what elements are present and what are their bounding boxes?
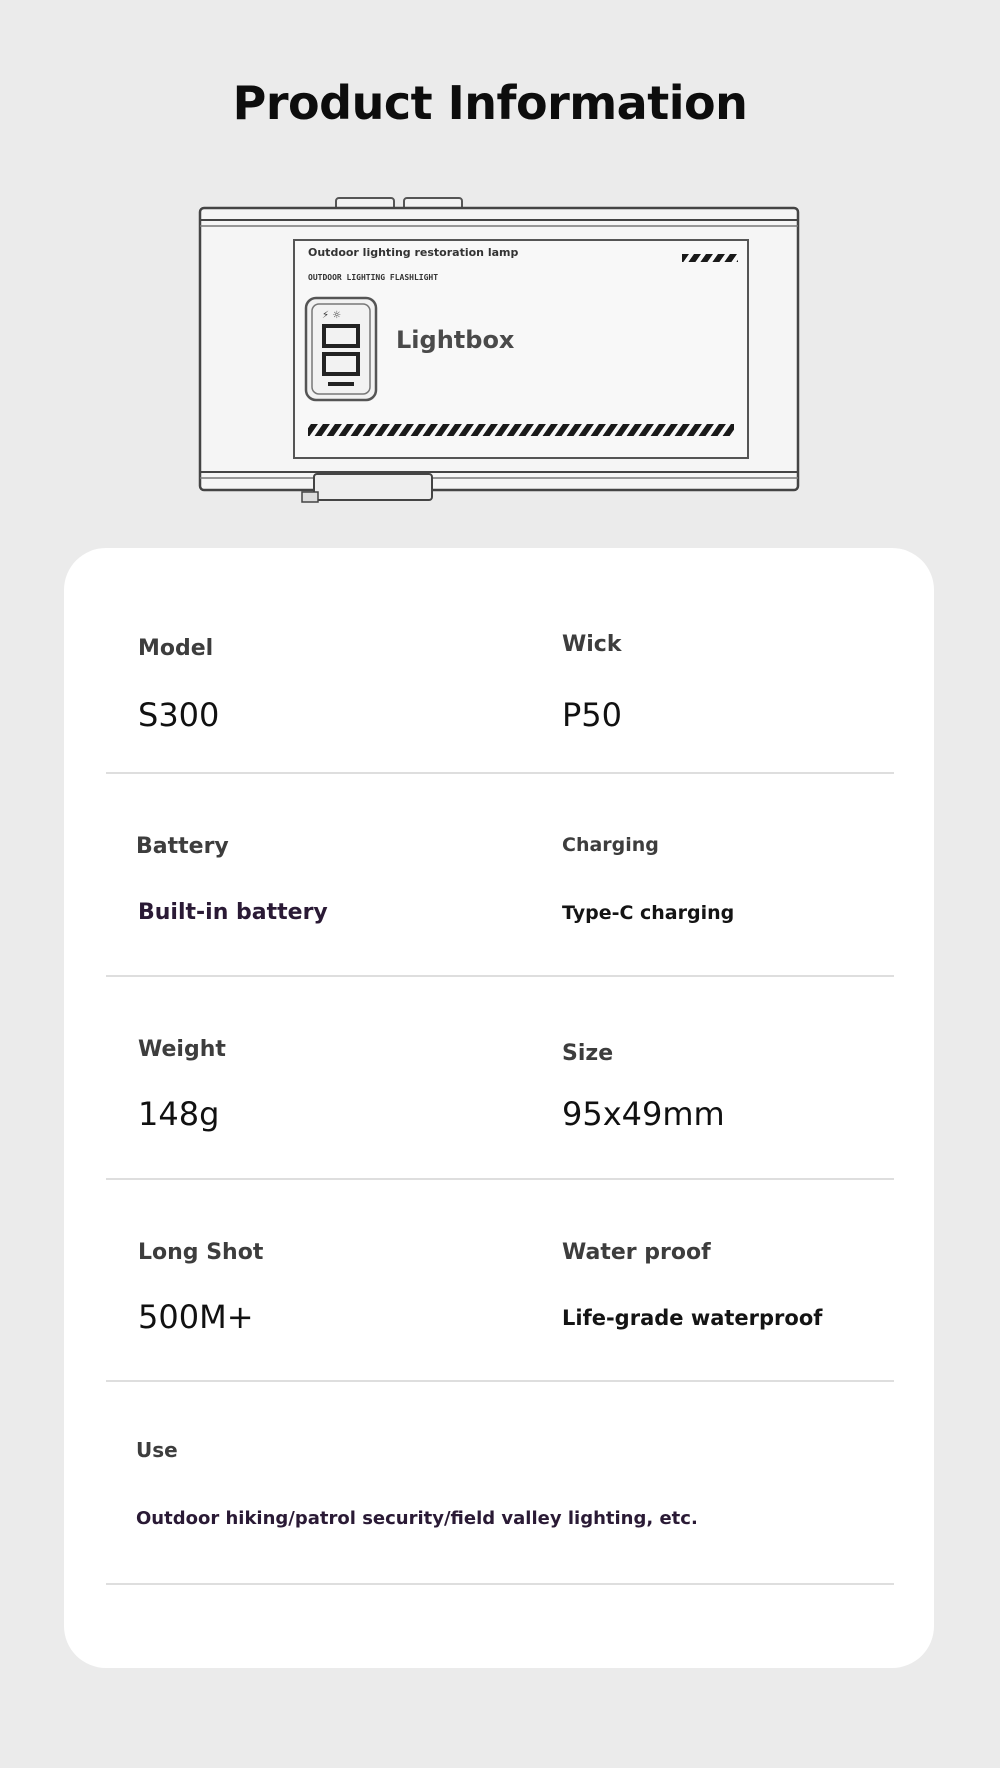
charging-label: Charging [562, 834, 659, 856]
size-label: Size [562, 1041, 614, 1066]
wick-label: Wick [562, 632, 622, 657]
spec-row-model-wick [106, 548, 894, 774]
long-shot-label: Long Shot [138, 1240, 264, 1265]
spec-row-weight-size [106, 977, 894, 1180]
device-top-text: Outdoor lighting restoration lamp [308, 246, 519, 259]
model-value: S300 [138, 696, 220, 734]
spec-row-longshot-waterproof [106, 1180, 894, 1382]
page-title: Product Information [232, 76, 748, 130]
water-proof-label: Water proof [562, 1240, 711, 1265]
weight-label: Weight [138, 1037, 226, 1062]
weight-value: 148g [138, 1095, 220, 1133]
model-label: Model [138, 636, 214, 661]
water-proof-value: Life-grade waterproof [562, 1306, 823, 1330]
device-brand: Lightbox [396, 326, 515, 354]
long-shot-value: 500M+ [138, 1298, 254, 1336]
svg-text:⚡ ☼: ⚡ ☼ [322, 310, 342, 321]
use-label: Use [136, 1438, 178, 1462]
use-value: Outdoor hiking/patrol security/field valley lighting, etc. [136, 1508, 698, 1529]
spec-row-use [106, 1382, 894, 1585]
wick-value: P50 [562, 696, 623, 734]
size-value: 95x49mm [562, 1095, 725, 1133]
device-sub-text: OUTDOOR LIGHTING FLASHLIGHT [308, 273, 439, 282]
charging-value: Type-C charging [562, 902, 735, 924]
spec-row-battery-charging [106, 774, 894, 977]
battery-value: Built-in battery [138, 900, 328, 925]
battery-label: Battery [136, 834, 229, 859]
spec-card [64, 548, 934, 1668]
flashlight-illustration [196, 194, 802, 506]
